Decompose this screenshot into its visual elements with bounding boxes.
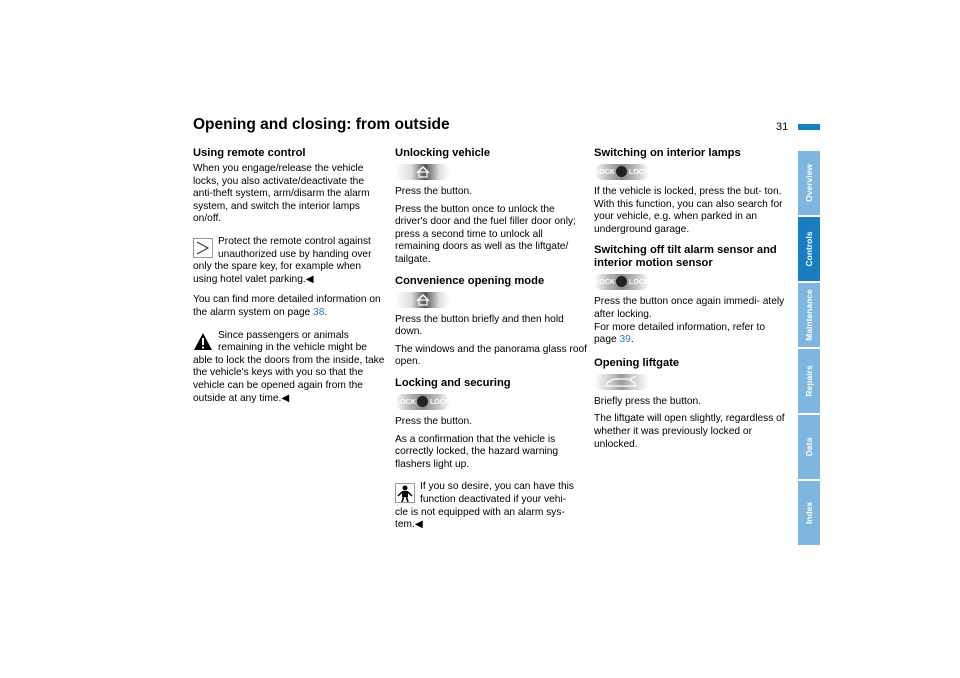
warning-icon [193, 332, 213, 352]
note-warning: Since passengers or animals remaining in the vehicle might be able to lock the doors from the inside, take the vehicle's keys with you so that the vehicle can be opened again from the outside at any time.◀ [193, 329, 385, 404]
heading-remote-control: Using remote control [193, 147, 306, 159]
lamps-button-image: LOCK LOCK [594, 164, 786, 180]
section-tabs [798, 151, 820, 547]
note-protect: Protect the remote control against unauthorized use by handing over only the spare key, for example when using hotel valet parking.◀ [193, 235, 372, 285]
alarm-ref: You can find more detailed information on the alarm system on page 38. [193, 294, 381, 318]
lock-icon [616, 166, 627, 177]
tab-maintenance[interactable]: Maintenance [798, 283, 820, 347]
tab-overview[interactable]: Overview [798, 151, 820, 215]
page-title: Opening and closing: from outside [193, 116, 450, 133]
tilt-ref: For more detailed information, refer to page 39. [594, 321, 765, 346]
tab-index[interactable]: Index [798, 481, 820, 545]
note-triangle-icon [193, 238, 213, 258]
heading-tilt-sensor: Switching off tilt alarm sensor and interior motion sensor [594, 244, 777, 270]
lock-button-image: LOCK LOCK [395, 394, 587, 410]
unlock-button-image [395, 164, 587, 180]
remote-intro: When you engage/release the vehicle locks, you also activate/deactivate the anti-theft system, arm/disarm the alarm system, and switch the interior lamps on/off. [193, 163, 370, 225]
lock-icon [616, 276, 627, 287]
lock-icon [417, 396, 428, 407]
liftgate-button-image [594, 374, 786, 390]
car-trunk-icon [604, 376, 638, 388]
tab-data[interactable]: Data [798, 415, 820, 479]
house-icon [413, 166, 433, 178]
heading-convenience: Convenience opening mode [395, 274, 545, 287]
column-unlock-lock: Unlocking vehicle Press the button. Press the button once to unlock the driver's door and the fuel filler door only; press a second time to unlock all remaining doors as well as the liftgate/ tailgate. Convenience opening mode Press the button briefly and then hold down. The windows and the panorama glass roof open. Locking and securing LOCK LOCK Press the button. As a confirmation that the vehicle is correctly locked, the hazard warning flashers light up. If you so desire, you can have this function deactivated if your vehi- cle is not equipped with an alarm sys- tem.◀ [395, 147, 587, 531]
house-icon [413, 294, 433, 306]
tilt-button-image: LOCK LOCK [594, 274, 786, 290]
convenience-button-image [395, 292, 587, 308]
mechanic-icon [395, 483, 415, 503]
heading-liftgate: Opening liftgate [594, 356, 680, 369]
tab-controls[interactable]: Controls [798, 217, 820, 281]
heading-unlocking: Unlocking vehicle [395, 147, 491, 159]
page-number: 31 [776, 121, 789, 133]
column-lamps-sensor: Switching on interior lamps LOCK LOCK If the vehicle is locked, press the but- ton. With this function, you can also search for your vehicle, e.g. when parked in an underground garage. Switching off tilt alarm sensor and interior motion sensor LOCK LOCK Press the button once again immedi- ately after locking. For more detailed information, refer to page 39. Opening liftgate Briefly press the button. The liftgate will open slightly, regardless of whether it was previously locked or unlocked. [594, 147, 785, 450]
column-remote-control [193, 147, 385, 413]
accent-bar [798, 124, 820, 130]
tab-repairs[interactable]: Repairs [798, 349, 820, 413]
heading-interior-lamps: Switching on interior lamps [594, 147, 741, 159]
page-link-39[interactable]: 39 [619, 334, 631, 346]
heading-locking: Locking and securing [395, 376, 511, 389]
note-deactivate: If you so desire, you can have this function deactivated if your vehi- cle is not equipped with an alarm sys- tem.◀ [395, 481, 575, 531]
page-link-38[interactable]: 38 [313, 306, 325, 318]
